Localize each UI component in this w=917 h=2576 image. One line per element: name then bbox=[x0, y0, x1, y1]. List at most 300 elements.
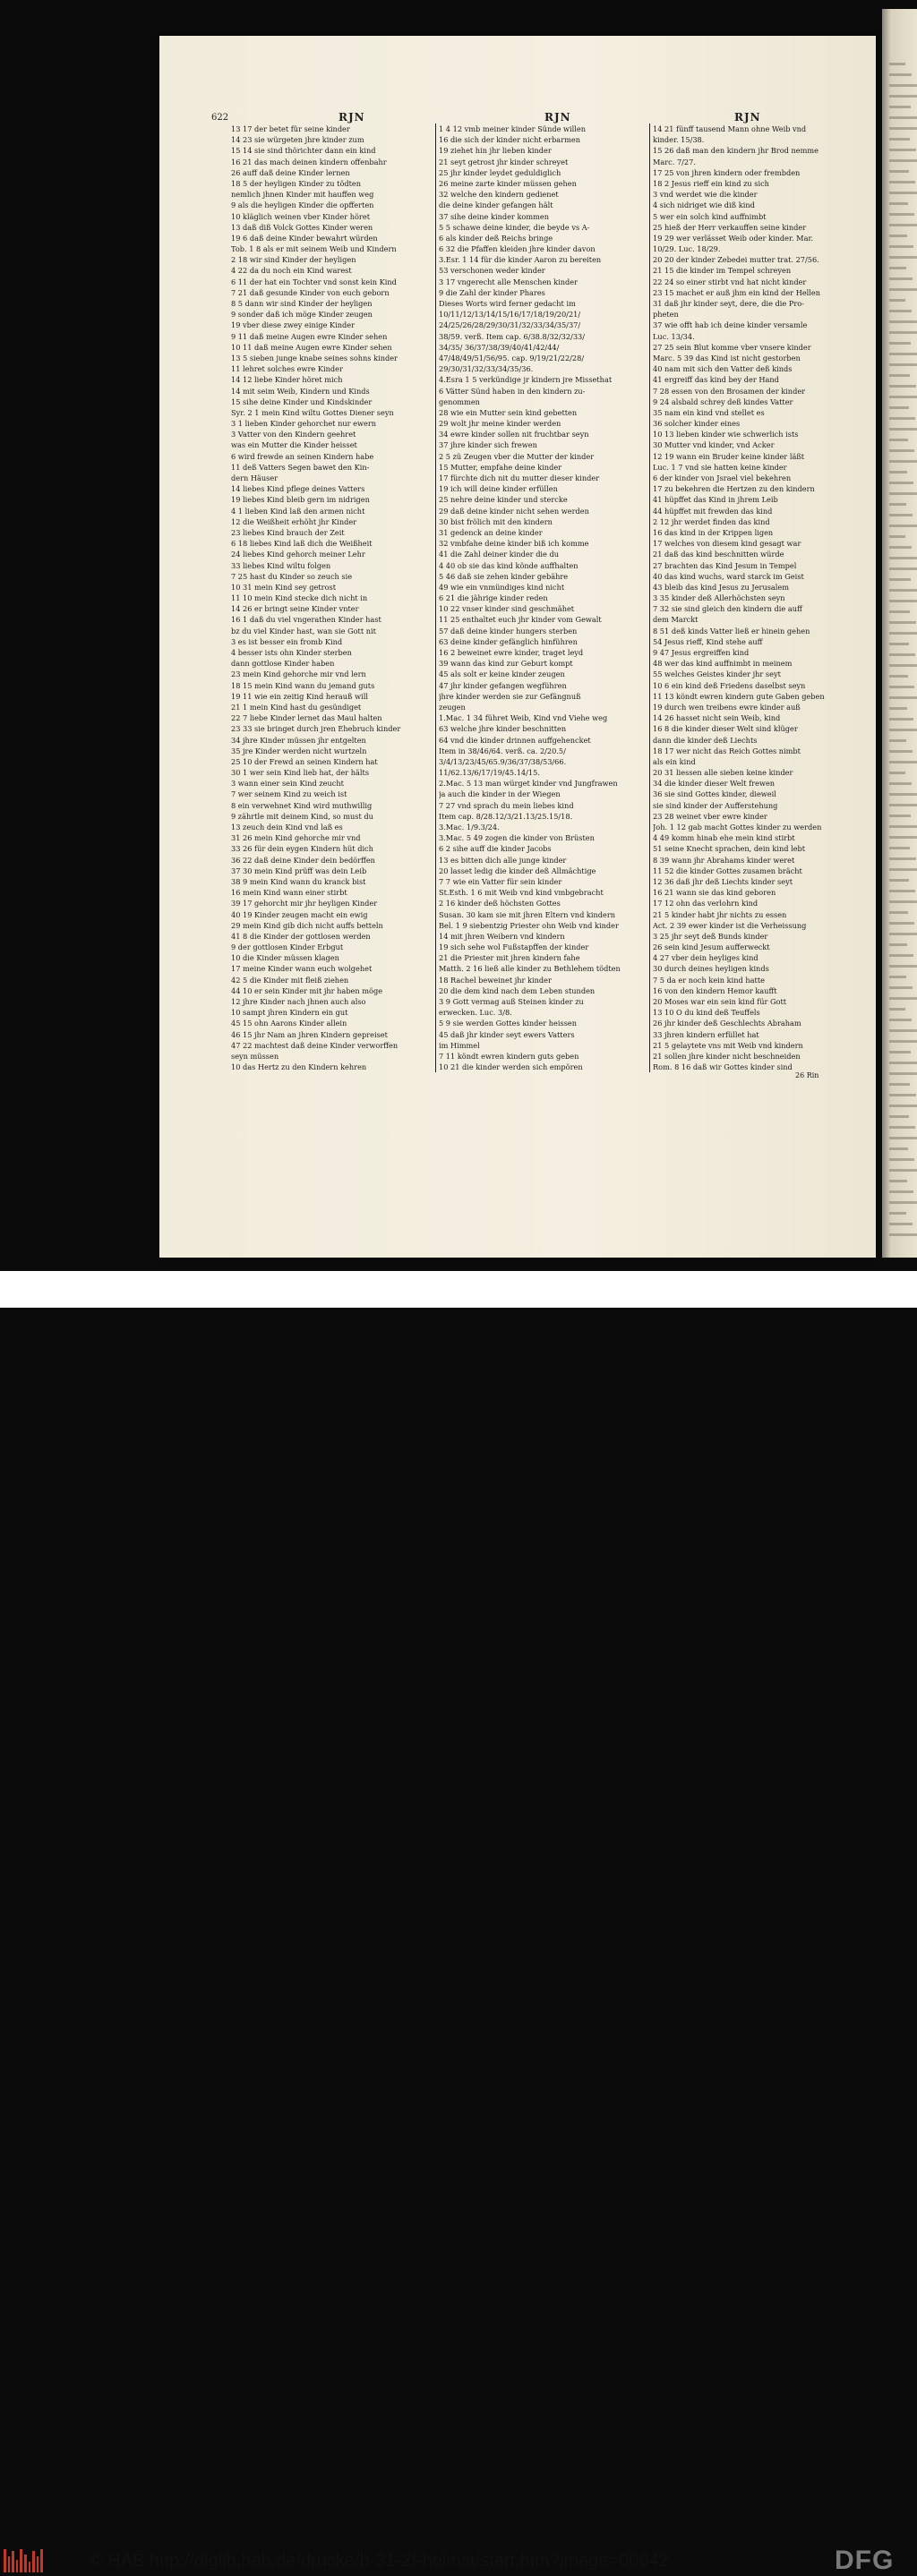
adjacent-page-text bbox=[889, 127, 917, 130]
adjacent-page-text bbox=[889, 1169, 917, 1172]
text-line: 41 8 die Kinder der gottlosen werden bbox=[231, 931, 371, 941]
adjacent-page-text bbox=[889, 342, 911, 345]
text-line: 4 sich nidriget wie diß kind bbox=[653, 200, 755, 210]
text-line: 24 liebes Kind gehorch meiner Lehr bbox=[231, 550, 365, 559]
catchword: 26 Rin bbox=[795, 1071, 819, 1079]
text-line: 9 der gottlosen Kinder Erbgut bbox=[231, 943, 344, 952]
text-line: 7 5 da er noch kein kind hatte bbox=[653, 975, 765, 985]
adjacent-page-text bbox=[889, 460, 917, 463]
text-line: 29 daß deine kinder nicht sehen werden bbox=[439, 506, 589, 516]
text-line: 3 vnd werdet wie die kinder bbox=[653, 190, 758, 200]
text-line: 8 ein verwehnet Kind wird muthwillig bbox=[231, 800, 373, 810]
adjacent-page-text bbox=[889, 267, 906, 269]
adjacent-page-text bbox=[889, 729, 917, 731]
text-line: 21 sollen jhre kinder nicht beschneiden bbox=[653, 1051, 801, 1061]
adjacent-page-text bbox=[889, 643, 909, 645]
text-line: 63 deine kinder gefänglich hinführen bbox=[439, 636, 578, 646]
text-line: 31 daß jhr kinder seyt, dere, die die Pro- bbox=[653, 299, 804, 308]
text-line: bz du viel Kinder hast, wan sie Gott nit bbox=[231, 626, 376, 635]
text-line: 6 21 die jährige kinder reden bbox=[439, 593, 548, 603]
text-line: St.Esth. 1 6 mit Weib vnd kind vmbgebracht bbox=[439, 888, 604, 898]
text-line: 10 21 die kinder werden sich empören bbox=[439, 1062, 583, 1072]
adjacent-page-text bbox=[889, 653, 915, 656]
adjacent-page-text bbox=[889, 95, 917, 98]
text-line: 16 das kind in der Krippen ligen bbox=[653, 527, 774, 537]
text-line: 5 5 schawe deine kinder, die beyde vs A- bbox=[439, 222, 590, 232]
text-line: 16 8 die kinder dieser Welt sind klüger bbox=[653, 724, 798, 734]
text-line: Item cap. 8/28.12/3/21.13/25.15/18. bbox=[439, 811, 573, 821]
adjacent-page-text bbox=[889, 546, 912, 549]
text-line: 17 welches von diesem kind gesagt war bbox=[653, 539, 801, 549]
text-line: 11 deß Vatters Segen bawet den Kin- bbox=[231, 462, 370, 472]
text-line: 14 23 sie würgeten jhre kinder zum bbox=[231, 135, 364, 145]
adjacent-page-text bbox=[889, 202, 908, 205]
text-line: 36 sie sind Gottes kinder, dieweil bbox=[653, 789, 776, 799]
text-line: 57 daß deine kinder hungers sterben bbox=[439, 626, 578, 635]
adjacent-page-text bbox=[889, 288, 917, 291]
text-line: 3 1 lieben Kinder gehorchet nur ewern bbox=[231, 419, 377, 429]
text-line: Susan. 30 kam sie mit jhren Eltern vnd kindern bbox=[439, 909, 616, 919]
text-line: 64 vnd die kinder drinnen auffgehencket bbox=[439, 735, 591, 745]
text-line: 3/4/13/23/45/65.9/36/37/38/53/66. bbox=[439, 756, 567, 766]
text-line: 14 liebes Kind pflege deines Vatters bbox=[231, 484, 365, 494]
text-line: 25 nehre deine kinder und stercke bbox=[439, 495, 568, 505]
text-line: 3 es ist besser ein fromb Kind bbox=[231, 636, 343, 646]
logo-bar bbox=[24, 2555, 27, 2572]
adjacent-page-text bbox=[889, 84, 917, 87]
adjacent-page-text bbox=[889, 363, 917, 366]
text-line: 9 die Zahl der kinder Phares bbox=[439, 287, 545, 297]
text-line: zeugen bbox=[439, 702, 466, 712]
adjacent-page-text bbox=[889, 482, 913, 484]
adjacent-page-text bbox=[889, 793, 917, 796]
text-line: 33 liebes Kind wiltu folgen bbox=[231, 560, 331, 570]
logo-bar bbox=[40, 2549, 43, 2572]
text-line: 34 ewre kinder sollen nit fruchtbar seyn bbox=[439, 430, 589, 439]
text-line: 63 welche jhre kinder beschnitten bbox=[439, 724, 567, 734]
text-line: 3.Mac. 5 49 zogen die kinder von Brüsten bbox=[439, 833, 595, 843]
footer-url[interactable]: © HAB http://diglib.hab.de/drucke/b-31-2f-helmst/start.htm?image=00642 bbox=[90, 2551, 669, 2571]
text-line: 11/62.13/6/17/19/45.14/15. bbox=[439, 768, 540, 778]
text-line: 11 25 enthaltet euch jhr kinder vom Gewalt bbox=[439, 615, 602, 625]
adjacent-page-text bbox=[889, 1201, 917, 1204]
text-line: 12 19 wann ein Bruder keine kinder läßt bbox=[653, 451, 805, 461]
text-line: 16 von den kindern Hemor kaufft bbox=[653, 985, 777, 995]
text-line: 13 5 sieben junge knabe seines sohns kinder bbox=[231, 353, 398, 363]
adjacent-page-text bbox=[889, 310, 912, 312]
logo-bar bbox=[20, 2549, 22, 2572]
text-line: 29 mein Kind gib dich nicht auffs betteln bbox=[231, 920, 383, 930]
adjacent-page-text bbox=[889, 149, 916, 151]
text-line: 36 solcher kinder eines bbox=[653, 419, 741, 429]
text-line: 2 5 zü Zeugen vber die Mutter der kinder bbox=[439, 451, 595, 461]
text-line: 7 27 vnd sprach du mein liebes kind bbox=[439, 800, 574, 810]
text-line: 43 bleib das kind Jesus zu Jerusalem bbox=[653, 582, 790, 592]
text-line: 10 6 ein kind deß Friedens daselbst seyn bbox=[653, 680, 806, 690]
text-line: 19 ich will deine kinder erfüllen bbox=[439, 484, 558, 494]
logo-bar bbox=[32, 2551, 35, 2572]
text-line: 34 jhre Kinder müssen jhr entgelten bbox=[231, 735, 366, 745]
text-line: die deine kinder gefangen hält bbox=[439, 200, 553, 210]
text-line: 4 40 ob sie das kind könde auffhalten bbox=[439, 560, 578, 570]
text-line: 29 wolt jhr meine kinder werden bbox=[439, 419, 561, 429]
text-line: 7 32 sie sind gleich den kindern die auff bbox=[653, 604, 802, 614]
text-line: 14 mit seim Weib, Kindern und Kinds bbox=[231, 386, 370, 396]
text-line: 6 der kinder von Jsrael viel bekehren bbox=[653, 473, 792, 482]
text-line: 20 lasset ledig die kinder deß Allmächtige bbox=[439, 866, 596, 875]
adjacent-page-text bbox=[889, 525, 917, 527]
text-line: 3 9 Gott vermag auß Steinen kinder zu bbox=[439, 997, 584, 1006]
text-line: 12 jhre Kinder nach jhnen auch also bbox=[231, 997, 366, 1006]
adjacent-page-text bbox=[889, 847, 910, 849]
adjacent-page-text bbox=[889, 385, 916, 388]
text-line: 13 daß diß Volck Gottes Kinder weren bbox=[231, 222, 373, 232]
adjacent-page-text bbox=[889, 739, 906, 742]
text-line: 26 sein kind Jesum aufferweckt bbox=[653, 943, 770, 952]
text-line: Item in 38/46/64. verß. ca. 2/20.5/ bbox=[439, 746, 566, 755]
text-line: sie sind kinder der Aufferstehung bbox=[653, 800, 778, 810]
text-line: 15 14 sie sind thörichter dann ein kind bbox=[231, 146, 376, 156]
running-head-col2: RJN bbox=[544, 111, 571, 124]
text-line: 21 5 kinder habt jhr nichts zu essen bbox=[653, 909, 787, 919]
text-line: 16 21 das mach deinen kindern offenbahr bbox=[231, 157, 387, 166]
text-line: Tob. 1 8 als er mit seinem Weib und Kindern bbox=[231, 244, 397, 254]
text-line: Syr. 2 1 mein Kind wiltu Gottes Diener seyn bbox=[231, 407, 394, 417]
adjacent-page-text bbox=[889, 836, 917, 839]
text-line: 32 vmbfahe deine kinder biß ich komme bbox=[439, 539, 589, 549]
text-line: 40 nam mit sich den Vatter deß kinds bbox=[653, 364, 793, 374]
adjacent-page-text bbox=[889, 1029, 917, 1032]
text-line: 2.Mac. 5 13 man würget kinder vnd Jungfrawen bbox=[439, 779, 618, 789]
logo-bar bbox=[29, 2562, 31, 2572]
adjacent-page-text bbox=[889, 976, 906, 978]
text-line: 35 nam ein kind vnd stellet es bbox=[653, 407, 765, 417]
text-line: 6 2 sihe auff die kinder Jacobs bbox=[439, 844, 552, 854]
adjacent-page-text bbox=[889, 492, 917, 495]
text-line: 21 seyt getrost jhr kinder schreyet bbox=[439, 157, 569, 166]
text-line: 46 15 jhr Nam an jhren Kindern gepreiset bbox=[231, 1029, 388, 1039]
adjacent-page-text bbox=[889, 1115, 909, 1118]
adjacent-page-text bbox=[889, 1019, 912, 1021]
text-line: Marc. 7/27. bbox=[653, 157, 696, 166]
text-line: 12 die Weißheit erhöht jhr Kinder bbox=[231, 516, 357, 526]
adjacent-page-text bbox=[889, 804, 917, 806]
text-line: 16 2 beweinet ewre kinder, traget leyd bbox=[439, 648, 584, 657]
adjacent-page-text bbox=[889, 900, 917, 903]
adjacent-page-text bbox=[889, 374, 910, 377]
text-line: 31 26 mein Kind gehorche mir vnd bbox=[231, 833, 361, 843]
text-line: 44 hüpffet mit frewden das kind bbox=[653, 506, 773, 516]
text-line: 16 die sich der kinder nicht erbarmen bbox=[439, 135, 580, 145]
text-line: 19 ziehet hin jhr lieben kinder bbox=[439, 146, 552, 156]
adjacent-page-text bbox=[889, 73, 912, 76]
text-line: dem Marckt bbox=[653, 615, 698, 625]
text-line: 33 jhren kindern erfüllet hat bbox=[653, 1029, 759, 1039]
adjacent-page-text bbox=[889, 428, 917, 431]
text-line: 7 28 essen von den Brosamen der kinder bbox=[653, 386, 806, 396]
running-head-col3: RJN bbox=[734, 111, 761, 124]
adjacent-page-text bbox=[889, 192, 917, 194]
text-line: 21 5 gelaytete vns mit Weib vnd kindern bbox=[653, 1040, 803, 1050]
text-line: Dieses Worts wird ferner gedacht im bbox=[439, 299, 576, 308]
adjacent-page-text bbox=[889, 159, 917, 162]
text-line: 10/29. Luc. 18/29. bbox=[653, 244, 721, 254]
text-line: 4.Esra 1 5 verkündige jr kindern jre Missethat bbox=[439, 375, 613, 385]
column-rule bbox=[649, 124, 650, 1072]
adjacent-page-text bbox=[889, 224, 917, 226]
text-line: 45 als solt er keine kinder zeugen bbox=[439, 670, 565, 679]
text-line: 14 26 hasset nicht sein Weib, kind bbox=[653, 713, 781, 723]
adjacent-page-text bbox=[889, 1051, 911, 1053]
text-line: 55 welches Geistes kinder jhr seyt bbox=[653, 670, 781, 679]
adjacent-page-text bbox=[889, 1062, 917, 1064]
logo-bar bbox=[37, 2556, 39, 2572]
text-line: 10/11/12/13/14/15/16/17/18/19/20/21/ bbox=[439, 310, 581, 320]
adjacent-page-text bbox=[889, 965, 917, 968]
text-line: 9 als die heyligen Kinder die opfferten bbox=[231, 200, 374, 210]
text-line: ja auch die kinder in der Wiegen bbox=[439, 789, 561, 799]
text-line: 9 47 Jesus ergreiffen kind bbox=[653, 648, 750, 657]
text-line: 12 36 daß jhr deß Liechts kinder seyt bbox=[653, 876, 793, 886]
text-line: 32 welche den kindern gedienet bbox=[439, 190, 559, 200]
text-line: 21 die Priester mit jhren kindern fahe bbox=[439, 953, 580, 963]
text-line: Rom. 8 16 daß wir Gottes kinder sind bbox=[653, 1062, 793, 1072]
text-line: 24/25/26/28/29/30/31/32/33/34/35/37/ bbox=[439, 320, 581, 330]
adjacent-page-text bbox=[889, 825, 917, 828]
adjacent-page-text bbox=[889, 277, 913, 280]
text-line: 37 30 mein Kind prüff was dein Leib bbox=[231, 866, 367, 875]
text-line: 10 22 vnser kinder sind geschmähet bbox=[439, 604, 575, 614]
text-line: 41 ergreiff das kind bey der Hand bbox=[653, 375, 779, 385]
adjacent-page-text bbox=[889, 213, 914, 216]
adjacent-page-text bbox=[889, 675, 908, 678]
adjacent-page-text bbox=[889, 181, 915, 183]
text-line: 27 25 sein Blut komme vber vnsere kinder bbox=[653, 342, 811, 352]
text-line: dern Häuser bbox=[231, 473, 279, 482]
text-line: 3 Vatter von den Kindern geehret bbox=[231, 430, 356, 439]
text-line: Luc. 13/34. bbox=[653, 331, 695, 341]
text-line: 47/48/49/51/56/95. cap. 9/19/21/22/28/ bbox=[439, 353, 585, 363]
text-line: 25 10 der Frewd an seinen Kindern hat bbox=[231, 756, 378, 766]
text-line: 10 kläglich weinen vber Kinder höret bbox=[231, 211, 370, 221]
text-line: 19 29 wer verlässet Weib oder kinder. Mar. bbox=[653, 233, 814, 243]
text-line: 39 17 gehorcht mir jhr heyligen Kinder bbox=[231, 899, 378, 908]
text-line: 37 sihe deine kinder kommen bbox=[439, 211, 549, 221]
library-logo-icon bbox=[4, 2549, 43, 2572]
text-line: 14 mit jhren Weibern vnd kindern bbox=[439, 931, 565, 941]
text-line: 21 daß das kind beschnitten würde bbox=[653, 550, 784, 559]
adjacent-page-text bbox=[889, 1040, 917, 1043]
adjacent-page-text bbox=[889, 406, 909, 409]
text-line: 15 sihe deine Kinder und Kindskinder bbox=[231, 397, 373, 406]
adjacent-page-text bbox=[889, 471, 907, 473]
adjacent-page-text bbox=[889, 299, 905, 302]
text-line: 25 hieß der Herr verkauffen seine kinder bbox=[653, 222, 807, 232]
text-line: 4 27 vber dein heyliges kind bbox=[653, 953, 758, 963]
text-line: genommen bbox=[439, 397, 480, 406]
text-line: 17 meine Kinder wann euch wolgehet bbox=[231, 964, 373, 974]
text-line: 4 22 da du noch ein Kind warest bbox=[231, 266, 352, 276]
adjacent-page-text bbox=[889, 772, 905, 774]
text-line: 11 lehret solches ewre Kinder bbox=[231, 364, 343, 374]
text-line: 19 11 wie ein zeitig Kind herauß will bbox=[231, 691, 368, 701]
adjacent-page-text bbox=[889, 449, 914, 452]
text-line: 21 15 die kinder im Tempel schreyen bbox=[653, 266, 792, 276]
adjacent-page-text bbox=[889, 890, 915, 892]
text-line: 14 12 liebe Kinder höret mich bbox=[231, 375, 343, 385]
text-line: 26 meine zarte kinder müssen gehen bbox=[439, 178, 577, 188]
adjacent-page-text bbox=[889, 1105, 917, 1107]
text-line: kinder. 15/38. bbox=[653, 135, 705, 145]
adjacent-page-text bbox=[889, 1137, 917, 1139]
text-line: Bel. 1 9 siebentzig Priester ohn Weib vnd kinder bbox=[439, 920, 619, 930]
text-line: erwecken. Luc. 3/8. bbox=[439, 1008, 512, 1018]
adjacent-page-text bbox=[889, 815, 911, 817]
adjacent-page-text bbox=[889, 761, 917, 763]
text-line: 7 7 wie ein Vatter für sein kinder bbox=[439, 876, 562, 886]
adjacent-page-text bbox=[889, 396, 917, 398]
text-line: 3 35 kinder deß Allerhöchsten seyn bbox=[653, 593, 785, 603]
adjacent-page-text bbox=[889, 868, 917, 871]
text-line: 30 bist frölich mit den kindern bbox=[439, 516, 553, 526]
adjacent-page-text bbox=[889, 514, 913, 516]
adjacent-page-text bbox=[889, 986, 913, 989]
logo-bar bbox=[12, 2551, 14, 2572]
text-line: 35 jre Kinder werden nicht wurtzeln bbox=[231, 746, 367, 755]
text-line: 19 durch wen treibens ewre kinder auß bbox=[653, 702, 801, 712]
adjacent-page-text bbox=[889, 63, 905, 65]
text-line: 10 13 lieben kinder wie schwerlich ists bbox=[653, 430, 799, 439]
text-line: 22 7 liebe Kinder lernet das Maul halten bbox=[231, 713, 382, 723]
text-line: 6 Vätter Sünd haben in den kindern zu- bbox=[439, 386, 586, 396]
text-line: 54 Jesus rieff, Kind stehe auff bbox=[653, 636, 763, 646]
text-line: dann gottlose Kinder haben bbox=[231, 659, 335, 669]
text-line: 48 wer das kind auffnimbt in meinem bbox=[653, 659, 793, 669]
text-line: 40 19 Kinder zeugen macht ein ewig bbox=[231, 909, 368, 919]
text-line: 13 17 der betet für seine kinder bbox=[231, 124, 350, 133]
adjacent-page-text bbox=[889, 138, 910, 141]
adjacent-page-text bbox=[889, 589, 917, 592]
adjacent-page-text bbox=[889, 1212, 906, 1215]
text-line: 1 4 12 vmb meiner kinder Sünde willen bbox=[439, 124, 587, 133]
text-line: 18 2 Jesus rieff ein kind zu sich bbox=[653, 178, 769, 188]
text-line: Matth. 2 16 ließ alle kinder zu Bethlehem tödten bbox=[439, 964, 621, 974]
text-line: 11 52 die kinder Gottes zusamen brächt bbox=[653, 866, 802, 875]
text-line: Joh. 1 12 gab macht Gottes kinder zu werden bbox=[653, 823, 822, 832]
text-line: 1.Mac. 1 34 führet Weib, Kind vnd Viehe weg bbox=[439, 713, 608, 723]
text-line: 16 1 daß du viel vngerathen Kinder hast bbox=[231, 615, 381, 625]
text-line: 45 daß jhr kinder seyt ewers Vatters bbox=[439, 1029, 575, 1039]
text-line: 30 1 wer sein Kind lieb hat, der hälts bbox=[231, 768, 370, 778]
text-line: 53 verschonen weder kinder bbox=[439, 266, 545, 276]
text-line: 18 Rachel beweinet jhr kinder bbox=[439, 975, 552, 985]
text-line: 19 vber diese zwey einige Kinder bbox=[231, 320, 356, 330]
adjacent-page-text bbox=[889, 235, 907, 237]
text-line: 3.Esr. 1 14 für die kinder Aaron zu bereiten bbox=[439, 255, 602, 265]
adjacent-page-text bbox=[889, 106, 911, 108]
text-line: seyn müssen bbox=[231, 1051, 279, 1061]
text-line: 2 18 wir sind Kinder der heyligen bbox=[231, 255, 356, 265]
dfg-logo: DFG bbox=[835, 2546, 895, 2575]
logo-bar bbox=[8, 2556, 11, 2572]
text-line: 15 Mutter, empfahe deine kinder bbox=[439, 462, 562, 472]
text-line: jhre kinder werden sie zur Gefängnuß bbox=[439, 691, 581, 701]
adjacent-page-text bbox=[889, 557, 917, 559]
text-line: 3 25 jhr seyt deß Bunds kinder bbox=[653, 931, 768, 941]
text-line: Marc. 5 39 das Kind ist nicht gestorben bbox=[653, 353, 801, 363]
text-line: 47 jhr kinder gefangen wegführen bbox=[439, 680, 567, 690]
text-line: 11 10 mein Kind stecke dich nicht in bbox=[231, 593, 368, 603]
text-line: 17 fürchte dich nit du mutter dieser kinder bbox=[439, 473, 600, 482]
adjacent-page-text bbox=[889, 245, 913, 248]
text-line: 23 28 weinet vber ewre kinder bbox=[653, 811, 767, 821]
text-line: 18 15 mein Kind wann du jemand guts bbox=[231, 680, 375, 690]
adjacent-page-text bbox=[889, 256, 917, 259]
text-line: 4 besser ists ohn Kinder sterben bbox=[231, 648, 352, 657]
logo-bar bbox=[16, 2560, 19, 2572]
adjacent-page-text bbox=[889, 1190, 913, 1193]
text-line: 23 liebes Kind brauch der Zeit bbox=[231, 527, 345, 537]
adjacent-page-text bbox=[889, 1008, 905, 1011]
text-line: 31 gedenck an deine kinder bbox=[439, 527, 543, 537]
text-line: im Himmel bbox=[439, 1040, 480, 1050]
text-column-1 bbox=[231, 124, 435, 1072]
adjacent-page-text bbox=[889, 664, 917, 667]
adjacent-page-edge bbox=[882, 9, 917, 1258]
text-line: 10 31 mein Kind sey getrost bbox=[231, 582, 336, 592]
text-line: 9 11 daß meine Augen ewre Kinder sehen bbox=[231, 331, 388, 341]
text-line: nemlich jhnen Kinder mit hauffen weg bbox=[231, 190, 374, 200]
text-line: 6 18 liebes Kind laß dich die Weißheit bbox=[231, 539, 373, 549]
text-line: 3.Mac. 1/9.3/24. bbox=[439, 823, 500, 832]
text-line: 11 13 köndt ewren kindern gute Gaben geben bbox=[653, 691, 825, 701]
text-line: 7 25 hast du Kinder so zeuch sie bbox=[231, 571, 353, 581]
text-line: 10 die Kinder müssen klagen bbox=[231, 953, 339, 963]
adjacent-page-text bbox=[889, 1094, 916, 1096]
text-line: 37 jhre kinder sich frewen bbox=[439, 440, 537, 450]
adjacent-page-text bbox=[889, 331, 917, 334]
adjacent-page-text bbox=[889, 954, 913, 957]
text-line: 19 liebes Kind bleib gern im nidrigen bbox=[231, 495, 370, 505]
text-line: 3 wann einer sein Kind zeucht bbox=[231, 779, 344, 789]
text-line: 37 wie offt hab ich deine kinder versamle bbox=[653, 320, 808, 330]
text-line: 17 12 ohn das verlohrn kind bbox=[653, 899, 758, 908]
adjacent-page-text bbox=[889, 997, 917, 1000]
adjacent-page-text bbox=[889, 707, 907, 710]
text-line: 8 5 dann wir sind Kinder der heyligen bbox=[231, 299, 373, 308]
column-rule bbox=[435, 124, 436, 1072]
text-line: 18 5 der heyligen Kinder zu tödten bbox=[231, 178, 362, 188]
text-line: 16 21 wann sie das kind geboren bbox=[653, 888, 776, 898]
text-line: 7 wer seinem Kind zu weich ist bbox=[231, 789, 347, 799]
text-line: Act. 2 39 ewer kinder ist die Verheissung bbox=[653, 920, 807, 930]
text-line: 34/35/ 36/37/38/39/40/41/42/44/ bbox=[439, 342, 560, 352]
text-line: 4 49 komm hinab ehe mein kind stirbt bbox=[653, 833, 795, 843]
text-line: pheten bbox=[653, 310, 679, 320]
text-line: 6 32 die Pfaffen kleiden jhre kinder davon bbox=[439, 244, 596, 254]
text-line: 17 25 von jhren kindern oder frembden bbox=[653, 167, 801, 177]
adjacent-page-text bbox=[889, 567, 917, 570]
adjacent-page-text bbox=[889, 1147, 908, 1150]
adjacent-page-text bbox=[889, 621, 916, 624]
adjacent-page-text bbox=[889, 1158, 914, 1161]
text-line: 2 16 kinder deß höchsten Gottes bbox=[439, 899, 561, 908]
text-line: 6 wird frewde an seinen Kindern habe bbox=[231, 451, 374, 461]
text-line: 23 33 sie bringet durch jren Ehebruch kinder bbox=[231, 724, 401, 734]
text-line: 29/30/31/32/33/34/35/36. bbox=[439, 364, 534, 374]
text-line: 2 12 jhr werdet finden das kind bbox=[653, 516, 770, 526]
adjacent-page-text bbox=[889, 1180, 907, 1182]
